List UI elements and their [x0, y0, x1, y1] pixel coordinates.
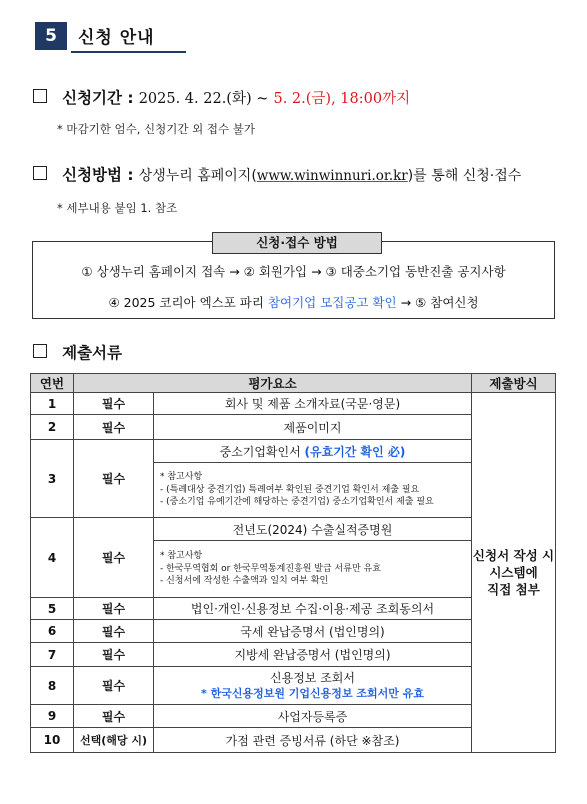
- column-header-no: 연번: [31, 374, 74, 393]
- row-item: 법인·개인·신용정보 수집·이용·제공 조회동의서: [154, 598, 472, 620]
- submission-method-line: 직접 첨부: [487, 582, 540, 597]
- method-label: 신청방법 :: [62, 166, 134, 184]
- row-item-highlight: * 한국신용정보원 기업신용정보 조회서만 유효: [201, 686, 424, 700]
- row-item: 국세 완납증명서 (법인명의): [154, 620, 472, 643]
- row-number: 1: [31, 393, 74, 415]
- note-line: * 참고사항: [160, 472, 203, 483]
- row-number: 5: [31, 598, 74, 620]
- row-item: 사업자등록증: [154, 705, 472, 728]
- row-item: 가점 관련 증빙서류 (하단 ※참조): [154, 728, 472, 753]
- note-line: - 신청서에 작성한 수출액과 일치 여부 확인: [160, 576, 329, 587]
- section-number: 5: [35, 22, 67, 50]
- column-header-method: 제출방식: [472, 374, 556, 393]
- process-line2-suffix: → ⑤ 참여신청: [396, 295, 479, 310]
- docs-heading: [33, 341, 122, 363]
- row-type: 필수: [74, 667, 154, 705]
- row-item: [154, 440, 472, 463]
- note-line: - (특례대상 중견기업) 특례여부 확인된 중견기업 확인서 제출 필요: [160, 484, 420, 495]
- row-number: 6: [31, 620, 74, 643]
- row-number: 9: [31, 705, 74, 728]
- row-number: 4: [31, 518, 74, 598]
- submission-method-cell: [472, 393, 556, 753]
- row-number: 7: [31, 643, 74, 667]
- method-note: * 세부내용 붙임 1. 참조: [57, 201, 178, 215]
- section-title: 신청 안내: [78, 28, 155, 48]
- period-line: [33, 86, 410, 108]
- method-suffix: )를 통해 신청·접수: [407, 168, 522, 184]
- row-item-highlight: (유효기간 확인 必): [304, 444, 406, 459]
- docs-heading-label: 제출서류: [62, 344, 122, 362]
- period-deadline: 5. 2.(금), 18:00까지: [273, 91, 411, 107]
- row-number: 2: [31, 415, 74, 440]
- section-underline: [71, 51, 186, 53]
- row-number: 3: [31, 440, 74, 518]
- period-value: 2025. 4. 22.(화) ~: [138, 91, 269, 107]
- period-label: 신청기간 :: [62, 89, 134, 107]
- checkbox-icon: [33, 344, 47, 358]
- row-type: 필수: [74, 440, 154, 518]
- note-line: - 한국무역협회 or 한국무역통계진흥원 발급 서류만 유효: [160, 563, 381, 574]
- row-type: 필수: [74, 705, 154, 728]
- homepage-link[interactable]: www.winwinnuri.or.kr: [256, 168, 408, 184]
- row-notes: [154, 541, 472, 598]
- row-type: 선택(해당 시): [74, 728, 154, 753]
- row-item: [154, 667, 472, 705]
- column-header-item: 평가요소: [74, 374, 472, 393]
- process-step-line-2: [32, 293, 555, 311]
- row-type: 필수: [74, 598, 154, 620]
- row-item: 전년도(2024) 수출실적증명원: [154, 518, 472, 541]
- checkbox-icon: [33, 89, 47, 103]
- row-item-text: 신용정보 조회서: [270, 670, 355, 685]
- row-type: 필수: [74, 518, 154, 598]
- note-line: * 참고사항: [160, 551, 203, 562]
- row-type: 필수: [74, 620, 154, 643]
- process-step-line-1: ① 상생누리 홈페이지 접속 → ② 회원가입 → ③ 대중소기업 동반진출 공지사항: [81, 264, 506, 279]
- row-type: 필수: [74, 643, 154, 667]
- submission-method-line: 신청서 작성 시: [472, 548, 555, 563]
- row-item: 제품이미지: [154, 415, 472, 440]
- process-line2-prefix: ④ 2025 코리아 엑스포 파리: [108, 295, 268, 310]
- row-number: 8: [31, 667, 74, 705]
- method-line: [33, 163, 521, 185]
- note-line: - (중소기업 유예기간에 해당하는 중견기업) 중소기업확인서 제출 필요: [160, 497, 434, 508]
- row-type: 필수: [74, 393, 154, 415]
- row-item-text: 중소기업확인서: [219, 444, 305, 459]
- submission-method-line: 시스템에: [489, 565, 538, 580]
- method-prefix: 상생누리 홈페이지(: [138, 168, 257, 184]
- row-item: 지방세 완납증명서 (법인명의): [154, 643, 472, 667]
- table-header-row: [31, 374, 556, 393]
- row-number: 10: [31, 728, 74, 753]
- row-type: 필수: [74, 415, 154, 440]
- process-line2-highlight: 참여기업 모집공고 확인: [267, 295, 397, 310]
- process-title: 신청·접수 방법: [212, 232, 382, 254]
- period-note: * 마감기한 엄수, 신청기간 외 접수 불가: [57, 122, 255, 136]
- row-item: 회사 및 제품 소개자료(국문·영문): [154, 393, 472, 415]
- documents-table: [30, 373, 556, 753]
- row-notes: [154, 463, 472, 518]
- table-row: [31, 393, 556, 415]
- checkbox-icon: [33, 166, 47, 180]
